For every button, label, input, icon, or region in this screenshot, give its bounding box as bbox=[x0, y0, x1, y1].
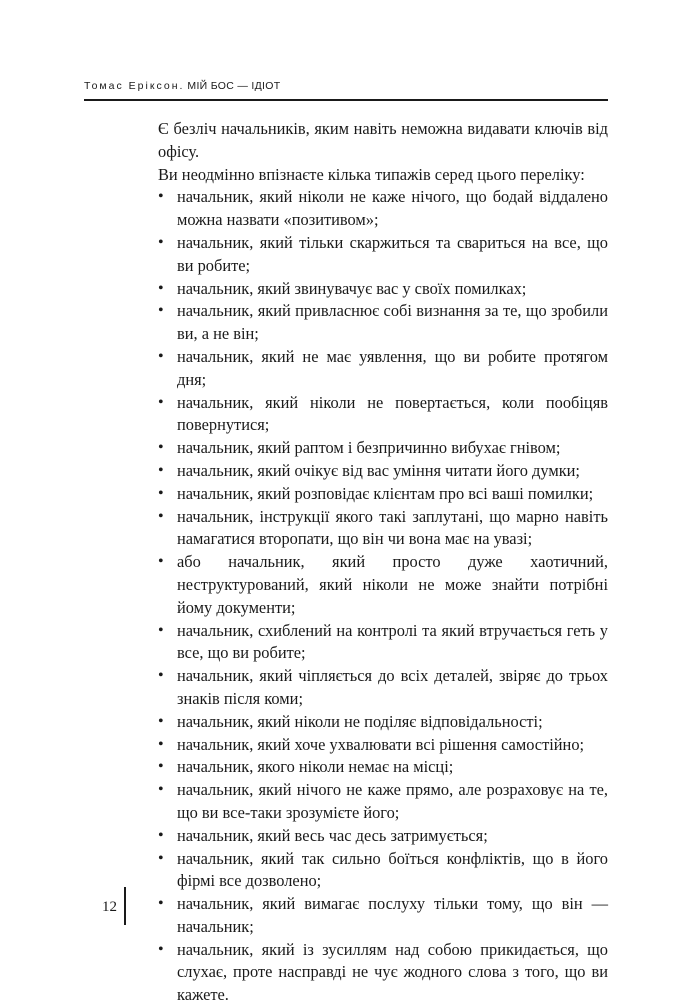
page-number: 12 bbox=[102, 899, 117, 915]
bullet-icon: • bbox=[158, 484, 164, 502]
list-item-text: начальник, який очікує від вас уміння читати його думки; bbox=[177, 460, 580, 480]
list-item-text: начальник, який ніколи не поділяє відповідальності; bbox=[177, 711, 543, 731]
list-item-text: начальник, який привласнює собі визнання за те, що зробили ви, а не він; bbox=[177, 301, 608, 344]
list-item-text: начальник, який тільки скаржиться та свариться на все, що ви робите; bbox=[177, 232, 608, 275]
bullet-icon: • bbox=[158, 735, 164, 753]
bullet-icon: • bbox=[158, 826, 164, 844]
list-item bbox=[158, 756, 608, 779]
list-item-text: начальник, який ніколи не повертається, коли пообіцяв повернутися; bbox=[177, 392, 608, 435]
list-item-text: начальник, який із зусиллям над собою прикидається, що слухає, проте насправді не чує жодного слова з того, що ви кажете. bbox=[177, 939, 608, 1005]
list-item bbox=[158, 551, 608, 619]
list-item-text: начальник, який звинувачує вас у своїх помилках; bbox=[177, 278, 527, 298]
bullet-icon: • bbox=[158, 895, 164, 913]
list-item-text: начальник, який чіпляється до всіх деталей, звіряє до трьох знаків після коми; bbox=[177, 666, 608, 708]
list-item bbox=[158, 186, 608, 232]
list-item bbox=[158, 300, 608, 346]
bullet-icon: • bbox=[158, 553, 164, 571]
bullet-icon: • bbox=[158, 439, 164, 457]
bullet-icon: • bbox=[158, 233, 164, 251]
list-item bbox=[158, 278, 608, 301]
list-item-text: начальник, який хоче ухвалювати всі рішення самостійно; bbox=[177, 734, 585, 754]
list-item bbox=[158, 483, 608, 506]
list-item bbox=[158, 346, 608, 392]
paragraph-intro: Є безліч начальників, яким навіть неможна видавати ключів від офісу. bbox=[158, 119, 608, 161]
bullet-icon: • bbox=[158, 507, 164, 525]
main-text bbox=[158, 118, 608, 1007]
bullet-icon: • bbox=[158, 279, 164, 297]
list-item bbox=[158, 779, 608, 825]
list-item bbox=[158, 939, 608, 1007]
list-item-text: начальник, який розповідає клієнтам про всі ваші помилки; bbox=[177, 483, 594, 503]
boss-types-list bbox=[158, 186, 608, 1007]
list-item-text: начальник, який нічого не каже прямо, але розраховує на те, що ви все-таки зрозумієте його; bbox=[177, 780, 608, 822]
paragraph-list-lead: Ви неодмінно впізнаєте кілька типажів серед цього переліку: bbox=[158, 164, 585, 184]
bullet-icon: • bbox=[158, 461, 164, 479]
list-item bbox=[158, 392, 608, 438]
list-item-text: начальник, інструкції якого такі заплутані, що марно навіть намагатися второпати, що він чи вона має на увазі; bbox=[177, 506, 608, 549]
bullet-icon: • bbox=[158, 712, 164, 730]
list-item-text: начальник, який весь час десь затримується; bbox=[177, 825, 488, 845]
bullet-icon: • bbox=[158, 393, 164, 411]
list-item bbox=[158, 232, 608, 278]
list-item bbox=[158, 893, 608, 939]
list-item bbox=[158, 506, 608, 552]
list-item bbox=[158, 460, 608, 483]
header-author: Томас Еріксон. bbox=[84, 80, 185, 92]
page-number-rule bbox=[124, 887, 126, 925]
list-item-text: начальник, який раптом і безпричинно вибухає гнівом; bbox=[177, 438, 561, 458]
list-item-text: начальник, який вимагає послуху тільки тому, що він — начальник; bbox=[177, 894, 608, 936]
bullet-icon: • bbox=[158, 940, 164, 958]
list-item bbox=[158, 711, 608, 734]
list-item bbox=[158, 437, 608, 460]
list-item-text: начальник, який так сильно боїться конфліктів, що в його фірмі все дозволено; bbox=[177, 848, 608, 891]
list-item-text: начальник, якого ніколи немає на місці; bbox=[177, 757, 454, 777]
running-header bbox=[84, 80, 280, 92]
list-item bbox=[158, 734, 608, 757]
bullet-icon: • bbox=[158, 347, 164, 365]
bullet-icon: • bbox=[158, 849, 164, 867]
list-item bbox=[158, 665, 608, 711]
list-item-text: або начальник, який просто дуже хаотичний, неструктурований, який ніколи не може знайти потрібні йому документи; bbox=[177, 552, 608, 617]
list-item-text: начальник, який не має уявлення, що ви робите протягом дня; bbox=[177, 346, 608, 389]
list-item bbox=[158, 620, 608, 666]
bullet-icon: • bbox=[158, 621, 164, 639]
list-item bbox=[158, 825, 608, 848]
header-book-title: МІЙ БОС — ІДІОТ bbox=[187, 80, 281, 92]
bullet-icon: • bbox=[158, 667, 164, 685]
list-item-text: начальник, схиблений на контролі та який втручається геть у все, що ви робите; bbox=[177, 620, 608, 663]
bullet-icon: • bbox=[158, 781, 164, 799]
list-item-text: начальник, який ніколи не каже нічого, що бодай віддалено можна назвати «позитивом»; bbox=[177, 187, 608, 230]
list-item bbox=[158, 848, 608, 894]
bullet-icon: • bbox=[158, 188, 164, 206]
bullet-icon: • bbox=[158, 758, 164, 776]
header-rule bbox=[84, 99, 608, 101]
bullet-icon: • bbox=[158, 302, 164, 320]
